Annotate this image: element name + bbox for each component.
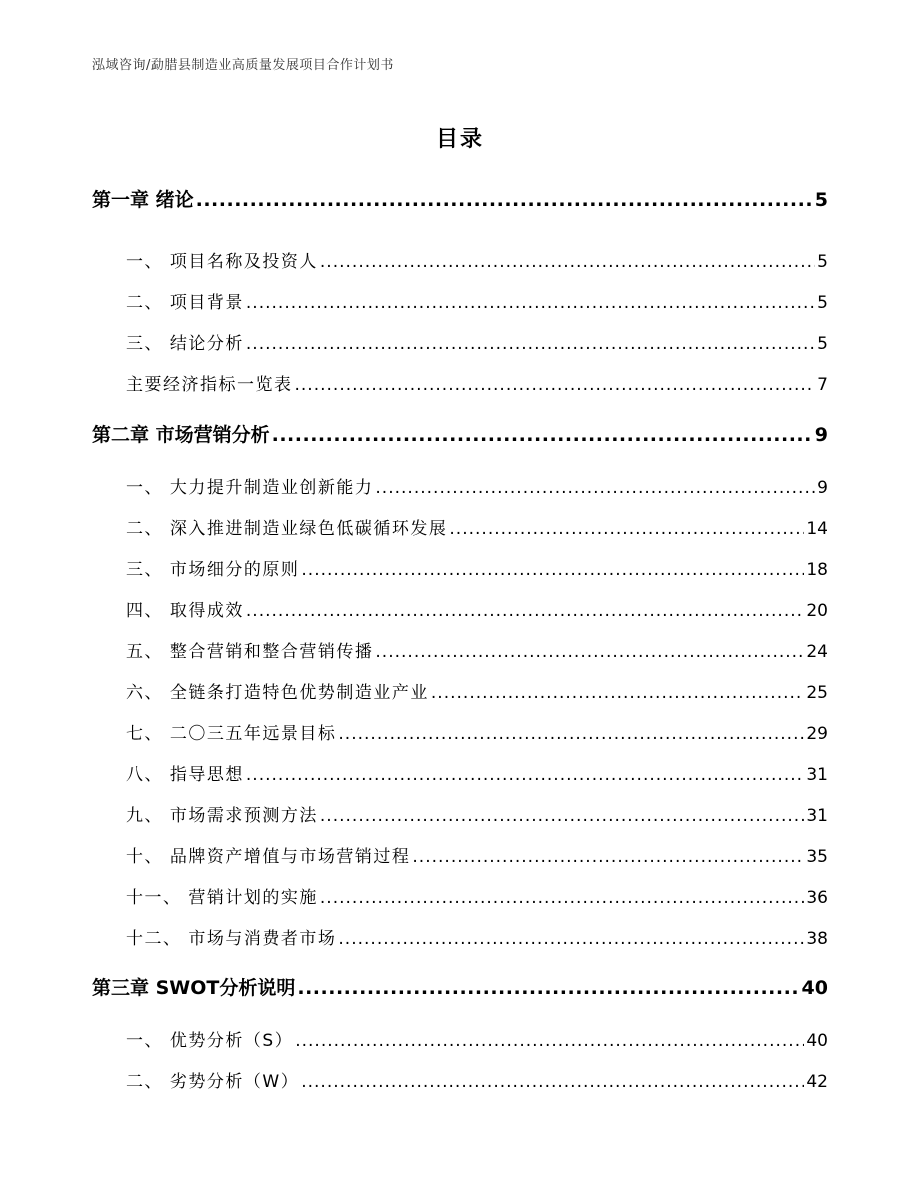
toc-entry[interactable] bbox=[126, 247, 828, 272]
toc-entry[interactable] bbox=[126, 555, 828, 580]
dot-leader bbox=[320, 252, 815, 272]
toc-entry-page: 14 bbox=[806, 519, 828, 539]
dot-leader bbox=[375, 478, 815, 498]
toc-entry-label: 第三章 SWOT分析说明 bbox=[92, 977, 296, 999]
toc-entry-page: 29 bbox=[806, 724, 828, 744]
toc-entry-label: 十二、 市场与消费者市场 bbox=[126, 929, 337, 949]
dot-leader bbox=[297, 977, 799, 999]
toc-entry[interactable] bbox=[126, 678, 828, 703]
toc-entry[interactable] bbox=[126, 842, 828, 867]
toc-entry-page: 9 bbox=[814, 424, 828, 446]
toc-entry-label: 第一章 绪论 bbox=[92, 189, 194, 211]
toc-entry[interactable] bbox=[126, 719, 828, 744]
toc-entry-label: 三、 市场细分的原则 bbox=[126, 560, 300, 580]
toc-entry-label: 十、 品牌资产增值与市场营销过程 bbox=[126, 847, 411, 867]
toc-entry-label: 五、 整合营销和整合营销传播 bbox=[126, 642, 374, 662]
toc-entry-label: 七、 二〇三五年远景目标 bbox=[126, 724, 337, 744]
toc-entry-page: 36 bbox=[806, 888, 828, 908]
toc-entry-page: 42 bbox=[806, 1072, 828, 1092]
toc-entry[interactable] bbox=[126, 924, 828, 949]
toc-entry-page: 5 bbox=[817, 293, 828, 313]
dot-leader bbox=[246, 293, 815, 313]
toc-entry-label: 第二章 市场营销分析 bbox=[92, 424, 270, 446]
dot-leader bbox=[320, 806, 804, 826]
dot-leader bbox=[338, 724, 804, 744]
dot-leader bbox=[301, 1072, 804, 1092]
toc-entry[interactable] bbox=[126, 883, 828, 908]
dot-leader bbox=[301, 560, 804, 580]
toc-entry[interactable] bbox=[126, 760, 828, 785]
toc-entry-label: 二、 劣势分析（W） bbox=[126, 1072, 300, 1092]
toc-entry-label: 三、 结论分析 bbox=[126, 334, 244, 354]
toc-entry[interactable] bbox=[126, 1026, 828, 1051]
toc-entry[interactable] bbox=[126, 514, 828, 539]
dot-leader bbox=[412, 847, 804, 867]
toc-entry-page: 5 bbox=[817, 252, 828, 272]
toc-entry-page: 18 bbox=[806, 560, 828, 580]
toc-entry[interactable] bbox=[126, 1067, 828, 1092]
toc-entry-label: 一、 项目名称及投资人 bbox=[126, 252, 318, 272]
toc-entry-page: 40 bbox=[801, 977, 828, 999]
toc-entry[interactable] bbox=[92, 420, 828, 447]
toc-entry-page: 9 bbox=[817, 478, 828, 498]
toc-entry[interactable] bbox=[92, 973, 828, 1000]
toc-entry-label: 四、 取得成效 bbox=[126, 601, 244, 621]
toc-entry-label: 二、 项目背景 bbox=[126, 293, 244, 313]
toc-entry-page: 20 bbox=[806, 601, 828, 621]
toc-entry-label: 二、 深入推进制造业绿色低碳循环发展 bbox=[126, 519, 448, 539]
toc-entry-page: 31 bbox=[806, 806, 828, 826]
toc-entry-page: 7 bbox=[817, 375, 828, 395]
toc-entry-page: 38 bbox=[806, 929, 828, 949]
dot-leader bbox=[449, 519, 804, 539]
toc-entry-page: 35 bbox=[806, 847, 828, 867]
toc-entry-label: 九、 市场需求预测方法 bbox=[126, 806, 318, 826]
dot-leader bbox=[338, 929, 804, 949]
toc-entry-page: 5 bbox=[817, 334, 828, 354]
dot-leader bbox=[246, 334, 815, 354]
dot-leader bbox=[246, 765, 804, 785]
dot-leader bbox=[431, 683, 804, 703]
toc-entry[interactable] bbox=[126, 637, 828, 662]
toc-entry[interactable] bbox=[126, 288, 828, 313]
toc-entry[interactable] bbox=[92, 185, 828, 212]
toc-entry[interactable] bbox=[126, 801, 828, 826]
toc-entry[interactable] bbox=[126, 329, 828, 354]
toc-entry-page: 31 bbox=[806, 765, 828, 785]
toc-entry-label: 一、 优势分析（S） bbox=[126, 1031, 294, 1051]
toc-entry-page: 24 bbox=[806, 642, 828, 662]
toc-entry-page: 40 bbox=[806, 1031, 828, 1051]
toc-entry-label: 一、 大力提升制造业创新能力 bbox=[126, 478, 374, 498]
dot-leader bbox=[375, 642, 804, 662]
toc-entry[interactable] bbox=[126, 370, 828, 395]
dot-leader bbox=[295, 375, 816, 395]
dot-leader bbox=[295, 1031, 804, 1051]
dot-leader bbox=[320, 888, 804, 908]
toc-entry-label: 主要经济指标一览表 bbox=[126, 375, 293, 395]
running-header: 泓域咨询/勐腊县制造业高质量发展项目合作计划书 bbox=[92, 58, 394, 73]
toc-entry-label: 十一、 营销计划的实施 bbox=[126, 888, 318, 908]
toc-title: 目录 bbox=[435, 127, 484, 152]
dot-leader bbox=[246, 601, 804, 621]
toc-entry-page: 25 bbox=[806, 683, 828, 703]
toc-entry-label: 八、 指导思想 bbox=[126, 765, 244, 785]
dot-leader bbox=[272, 424, 813, 446]
toc-entry-page: 5 bbox=[814, 189, 828, 211]
toc-entry-label: 六、 全链条打造特色优势制造业产业 bbox=[126, 683, 429, 703]
dot-leader bbox=[196, 189, 813, 211]
toc-entry[interactable] bbox=[126, 596, 828, 621]
toc-entry[interactable] bbox=[126, 473, 828, 498]
